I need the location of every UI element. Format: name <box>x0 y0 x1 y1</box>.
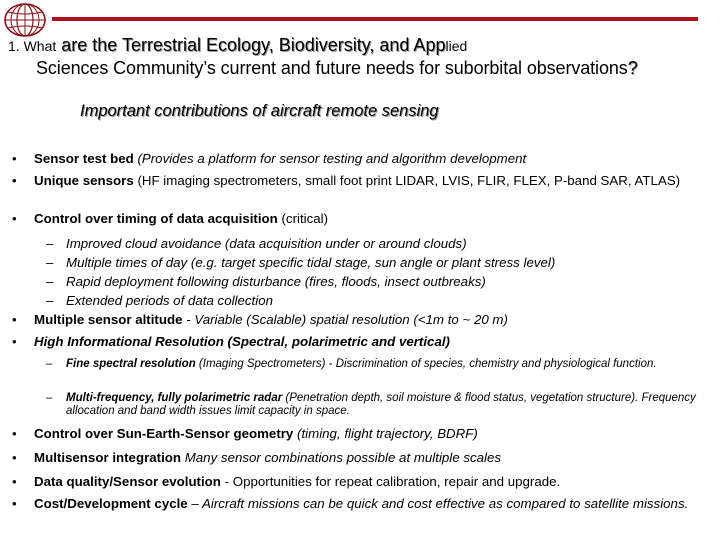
bullet-text: – Aircraft missions can be quick and cost effective as compared to satellite missions. <box>187 496 689 511</box>
bullet-text: Many sensor combinations possible at multiple scales <box>181 450 502 465</box>
dash-glyph: – <box>46 293 54 308</box>
bullet-bold: Multisensor integration <box>34 450 182 465</box>
title-prefix: 1. What <box>8 38 57 54</box>
bullet-text: (HF imaging spectrometers, small foot print LIDAR, LVIS, FLIR, FLEX, P-band SAR, ATLAS) <box>133 173 681 188</box>
subitem-text: Multiple times of day (e.g. target specific tidal stage, sun angle or plant stress level) <box>66 255 556 270</box>
globe-icon <box>2 2 48 38</box>
bullet-bold: Control over Sun-Earth-Sensor geometry <box>34 426 294 441</box>
bullet-bold: Control over timing of data acquisition <box>34 211 278 226</box>
bullet-glyph: • <box>12 496 17 511</box>
bullet-glyph: • <box>12 312 17 327</box>
bullet-text: (critical) <box>277 211 329 226</box>
bullet-bold: Unique sensors <box>34 173 134 188</box>
bullet-bold: High Informational Resolution (Spectral, polarimetric and vertical) <box>34 334 450 349</box>
subitem-text: Extended periods of data collection <box>66 293 273 308</box>
slide-subtitle: Important contributions of aircraft remote sensing <box>80 102 439 120</box>
subitem-bold: Multi-frequency, fully polarimetric radar <box>66 392 283 404</box>
bullet-glyph: • <box>12 334 17 349</box>
dash-glyph: – <box>46 358 53 370</box>
dash-glyph: – <box>46 274 54 289</box>
subitem-text: Improved cloud avoidance (data acquisition under or around clouds) <box>66 236 467 251</box>
bullet-glyph: • <box>12 151 17 166</box>
title-suffix: lied <box>445 38 468 54</box>
title-question-mark: ? <box>627 58 638 78</box>
dash-glyph: – <box>46 236 54 251</box>
bullet-glyph: • <box>12 450 17 465</box>
bullet-glyph: • <box>12 211 17 226</box>
bullet-bold: Sensor test bed <box>34 151 134 166</box>
title-main: are the Terrestrial Ecology, Biodiversity, and App <box>61 35 446 55</box>
title-line2: Sciences Community’s current and future needs for suborbital observations <box>36 58 628 78</box>
bullet-bold: Data quality/Sensor evolution <box>34 474 221 489</box>
bullet-glyph: • <box>12 474 17 489</box>
dash-glyph: – <box>46 255 54 270</box>
bullet-bold: Multiple sensor altitude <box>34 312 183 327</box>
subitem-text: (Imaging Spectrometers) - Discrimination of species, chemistry and physiological function. <box>195 358 657 370</box>
slide-title <box>8 34 718 79</box>
subitem-bold: Fine spectral resolution <box>66 358 196 370</box>
dash-glyph: – <box>46 392 53 404</box>
bullet-text: (timing, flight trajectory, BDRF) <box>293 426 478 441</box>
bullet-text: - Opportunities for repeat calibration, repair and upgrade. <box>220 474 561 489</box>
bullet-glyph: • <box>12 173 17 188</box>
bullet-text: (Provides a platform for sensor testing and algorithm development <box>133 151 527 166</box>
subitem-text: Rapid deployment following disturbance (fires, floods, insect outbreaks) <box>66 274 486 289</box>
bullet-glyph: • <box>12 426 17 441</box>
bullet-bold: Cost/Development cycle <box>34 496 188 511</box>
bullet-text: - Variable (Scalable) spatial resolution (<1m to ~ 20 m) <box>182 312 508 327</box>
header-rule <box>52 17 698 21</box>
subitem-text: (Penetration depth, soil moisture & flood status, vegetation structure). Frequency allocation and band width issues limit capacity in space. <box>66 392 696 417</box>
